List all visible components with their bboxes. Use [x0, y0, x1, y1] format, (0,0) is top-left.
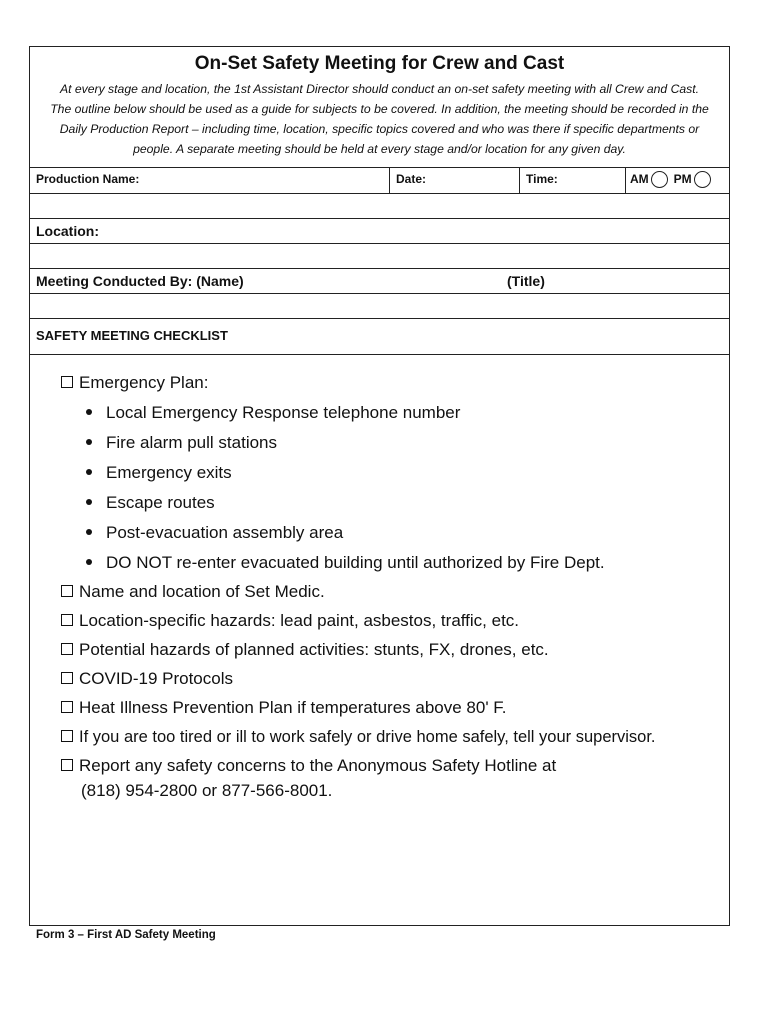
checkbox-icon[interactable] — [61, 376, 73, 388]
location-label: Location: — [36, 223, 99, 239]
bullet-icon — [86, 439, 92, 445]
am-pm-selector — [626, 168, 729, 193]
bullet-icon — [86, 559, 92, 565]
date-field[interactable] — [390, 168, 520, 193]
checkbox-icon[interactable] — [61, 585, 73, 597]
conducted-by-entry[interactable] — [30, 294, 729, 319]
time-label: Time: — [526, 172, 558, 186]
bullet-icon — [86, 469, 92, 475]
checkbox-icon[interactable] — [61, 759, 73, 771]
production-name-entry[interactable] — [30, 194, 729, 219]
checklist-header-row — [30, 319, 729, 355]
production-name-field[interactable] — [30, 168, 390, 193]
checklist-item[interactable]: If you are too tired or ill to work safely or drive home safely, tell your supervisor. — [61, 726, 656, 748]
intro-line: The outline below should be used as a guide for subjects to be covered. In addition, the meeting should be recorded in the — [50, 102, 709, 116]
pm-radio[interactable] — [694, 171, 711, 188]
bullet-icon — [86, 499, 92, 505]
checkbox-icon[interactable] — [61, 614, 73, 626]
checklist-item-emergency-plan[interactable]: Emergency Plan: — [61, 372, 208, 394]
intro-line: At every stage and location, the 1st Assistant Director should conduct an on-set safety meeting with all Crew and Cast. — [59, 82, 700, 96]
bullet-icon — [86, 409, 92, 415]
checklist-item[interactable]: Name and location of Set Medic. — [61, 581, 325, 603]
emergency-bullet: Escape routes — [86, 492, 215, 514]
emergency-bullet: Local Emergency Response telephone number — [86, 402, 460, 424]
conducted-by-row — [30, 269, 729, 294]
am-radio[interactable] — [651, 171, 668, 188]
conducted-by-label: Meeting Conducted By: (Name) — [36, 273, 244, 289]
form-header — [30, 47, 729, 168]
form-intro — [38, 79, 721, 159]
safety-meeting-form — [29, 46, 730, 926]
checklist-item[interactable]: COVID-19 Protocols — [61, 668, 233, 690]
location-entry[interactable] — [30, 244, 729, 269]
production-name-label: Production Name: — [36, 172, 140, 186]
checklist-header: SAFETY MEETING CHECKLIST — [36, 328, 228, 343]
emergency-bullet: Emergency exits — [86, 462, 232, 484]
checkbox-icon[interactable] — [61, 672, 73, 684]
emergency-bullet: Fire alarm pull stations — [86, 432, 277, 454]
date-label: Date: — [396, 172, 427, 186]
pm-label: PM — [673, 172, 692, 186]
am-label: AM — [630, 172, 649, 186]
form-footer: Form 3 – First AD Safety Meeting — [36, 929, 216, 941]
intro-line: people. A separate meeting should be held at every stage and/or location for any given day. — [133, 142, 626, 156]
checklist-item[interactable]: Location-specific hazards: lead paint, asbestos, traffic, etc. — [61, 610, 519, 632]
checklist-item[interactable]: Potential hazards of planned activities: stunts, FX, drones, etc. — [61, 639, 549, 661]
title-label: (Title) — [507, 273, 545, 289]
hotline-numbers: (818) 954-2800 or 877-566-8001. — [81, 781, 333, 800]
emergency-bullet: DO NOT re-enter evacuated building until authorized by Fire Dept. — [86, 552, 605, 574]
checkbox-icon[interactable] — [61, 701, 73, 713]
emergency-bullet: Post-evacuation assembly area — [86, 522, 343, 544]
time-field[interactable] — [520, 168, 626, 193]
intro-line: Daily Production Report – including time, location, specific topics covered and who was there if specific departments or — [59, 122, 700, 136]
location-row — [30, 219, 729, 244]
form-title: On-Set Safety Meeting for Crew and Cast — [194, 53, 565, 74]
production-row — [30, 168, 729, 194]
checklist-item-hotline[interactable]: Report any safety concerns to the Anonymous Safety Hotline at — [61, 755, 556, 777]
bullet-icon — [86, 529, 92, 535]
checkbox-icon[interactable] — [61, 730, 73, 742]
checklist-item[interactable]: Heat Illness Prevention Plan if temperatures above 80' F. — [61, 697, 507, 719]
checkbox-icon[interactable] — [61, 643, 73, 655]
